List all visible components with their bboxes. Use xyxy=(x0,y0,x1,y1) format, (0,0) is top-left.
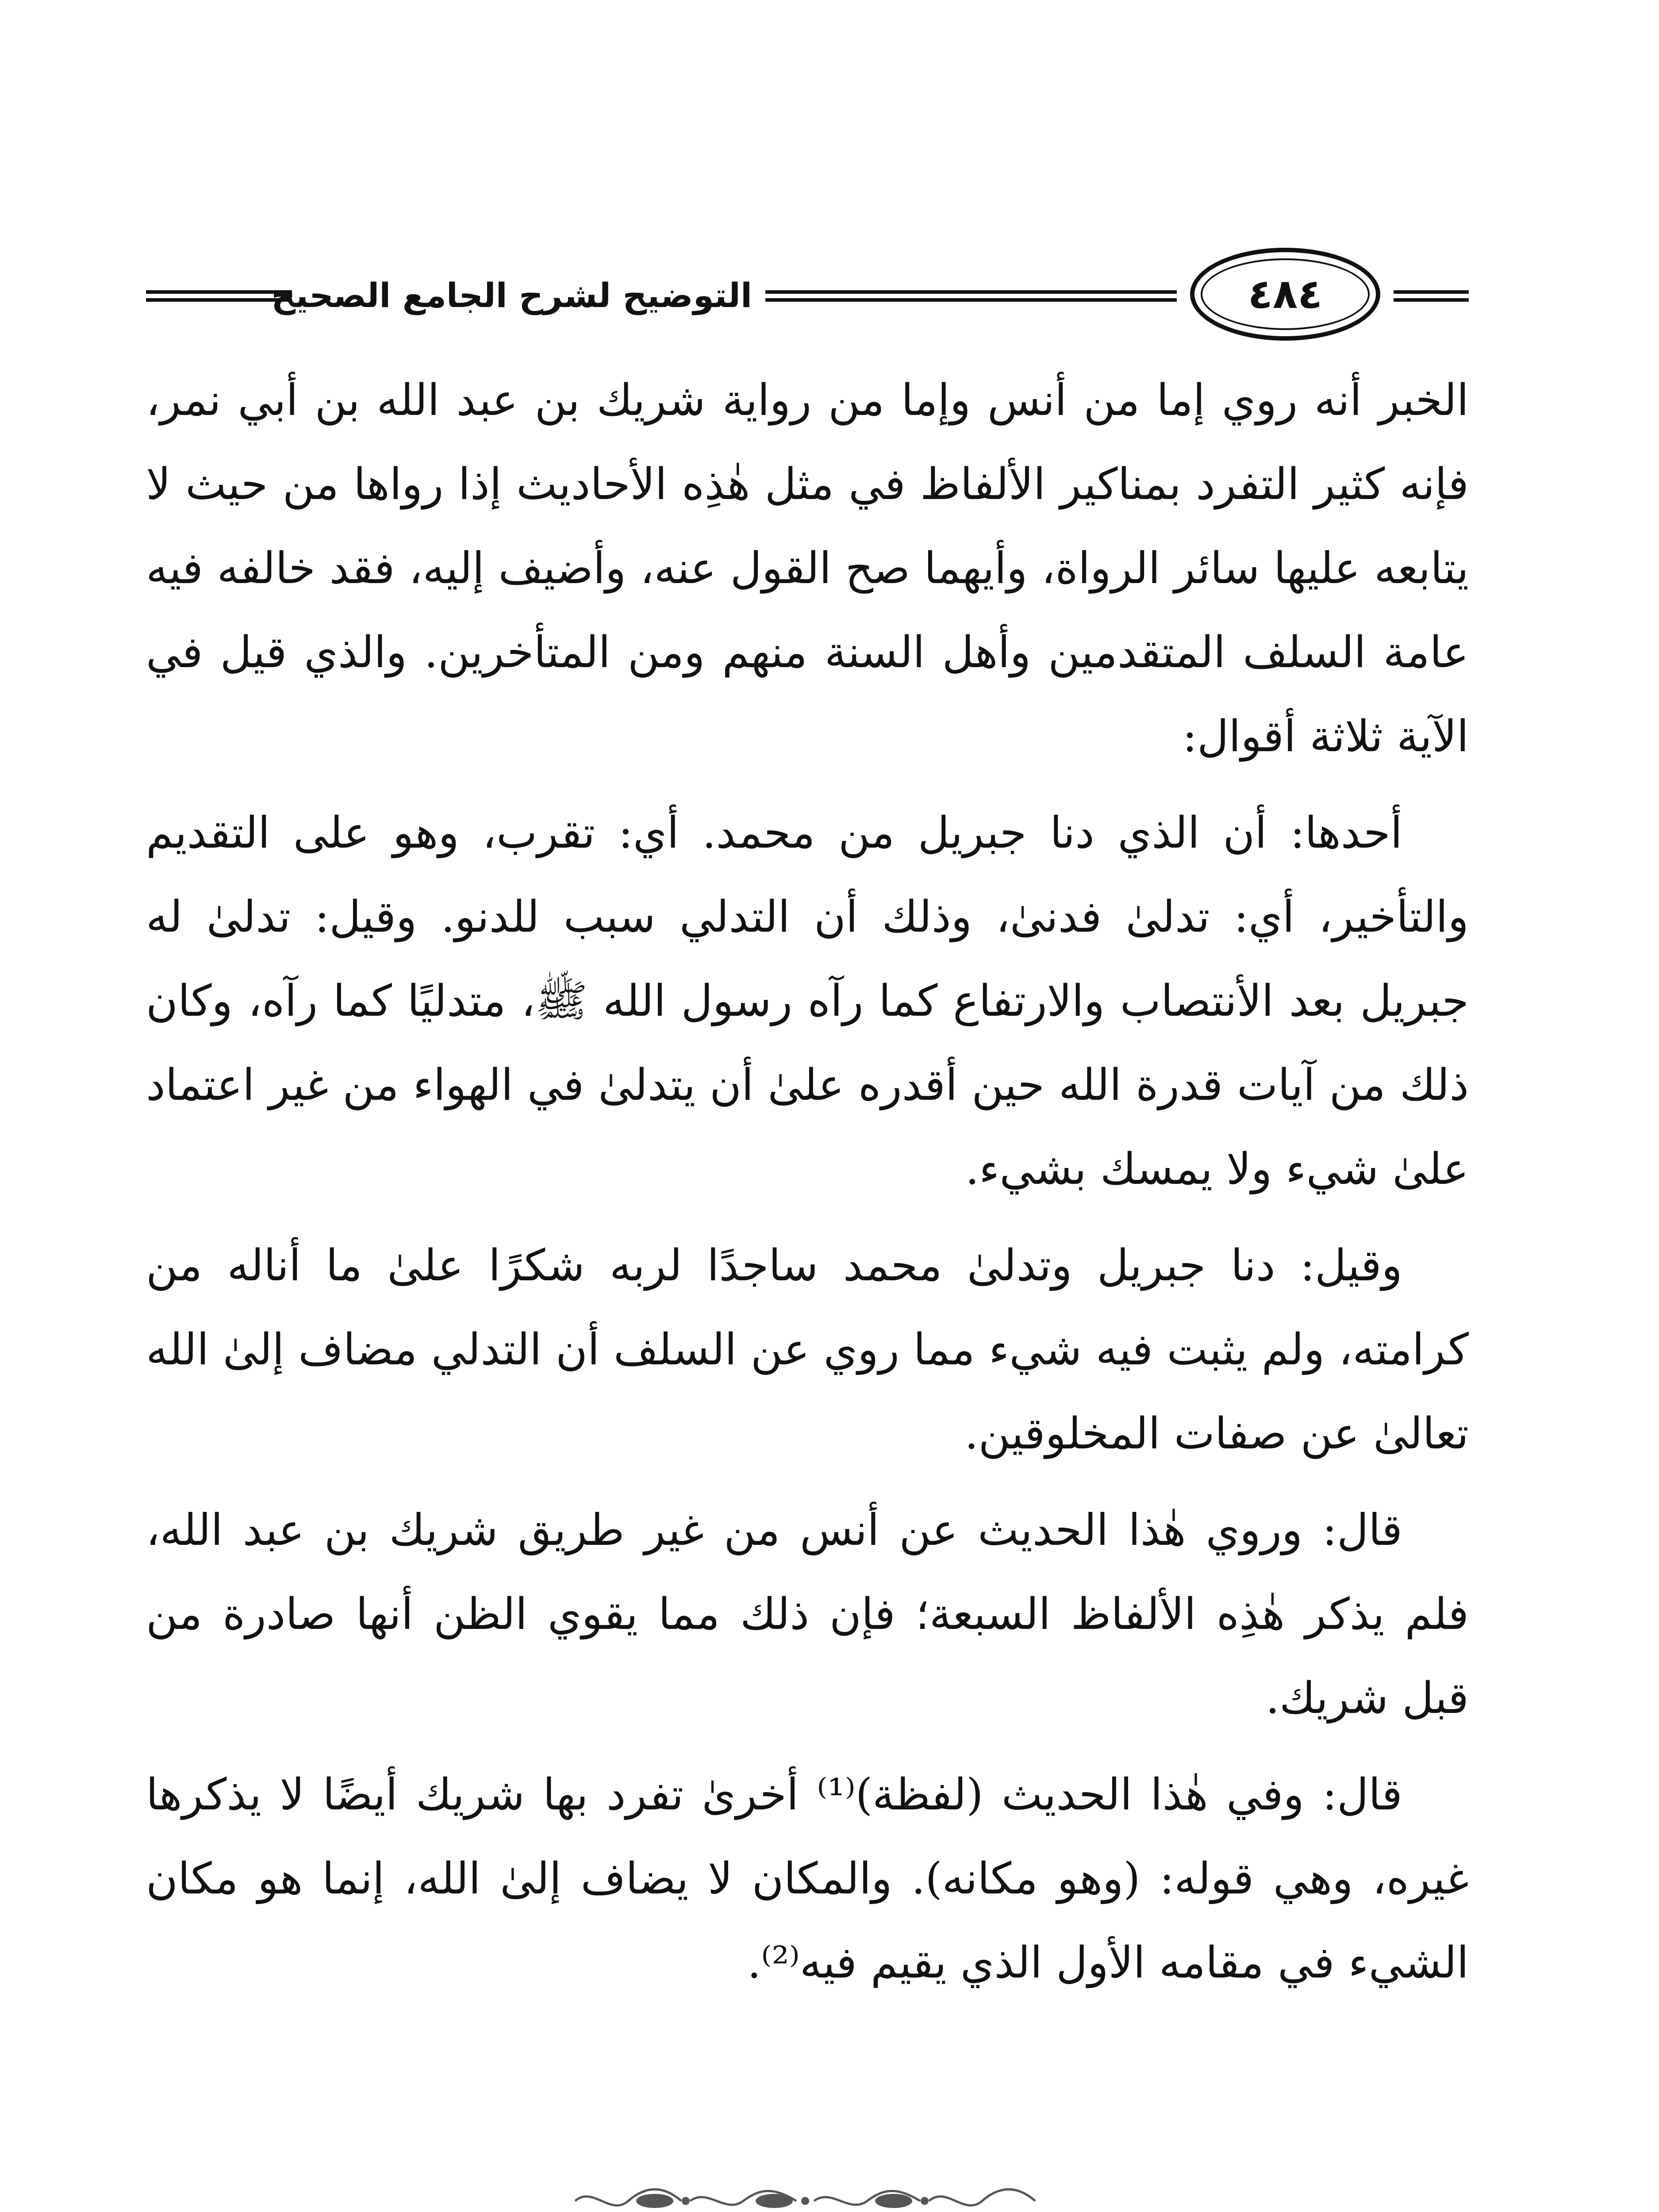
page-number: ٤٨٤ xyxy=(1248,270,1323,318)
header-rule-left xyxy=(146,290,292,302)
paragraph: قال: وروي هٰذا الحديث عن أنس من غير طريق شريك بن عبد الله، فلم يذكر هٰذِه الألفاظ السبعة؛ فإن ذلك مما يقوي الظن أنها صادرة من قبل شريك. xyxy=(146,1505,1469,1724)
running-header xyxy=(146,248,1469,345)
page-number-badge xyxy=(1190,248,1380,341)
header-rule-right xyxy=(1394,290,1469,302)
header-rule-middle xyxy=(765,290,1177,302)
paragraph: قال: وفي هٰذا الحديث (لفظة)⁽¹⁾ أخرىٰ تفرد بها شريك أيضًا لا يذكرها غيره، وهي قوله: (وهو مكانه). والمكان لا يضاف إلىٰ الله، إنما هو مكان الشيء في مقامه الأول الذي يقيم فيه⁽²⁾. xyxy=(146,1770,1469,1988)
paragraph: الخبر أنه روي إما من أنس وإما من رواية شريك بن عبد الله بن أبي نمر، فإنه كثير التفرد بمناكير الألفاظ في مثل هٰذِه الأحاديث إذا رواها من حيث لا يتابعه عليها سائر الرواة، وأيهما صح القول عنه، وأضيف إليه، فقد خالفه فيه عامة السلف المتقدمين وأهل السنة منهم ومن المتأخرين. والذي قيل في الآية ثلاثة أقوال: xyxy=(146,375,1469,762)
ornament-divider-icon xyxy=(566,2181,1044,2212)
running-title: التوضيح لشرح الجامع الصحيح xyxy=(271,276,752,315)
paragraph: وقيل: دنا جبريل وتدلىٰ محمد ساجدًا لربه شكرًا علىٰ ما أناله من كرامته، ولم يثبت فيه شيء مما روي عن السلف أن التدلي مضاف إلىٰ الله تعالىٰ عن صفات المخلوقين. xyxy=(146,1240,1469,1459)
main-text xyxy=(146,358,1469,2017)
paragraph: أحدها: أن الذي دنا جبريل من محمد. أي: تقرب، وهو على التقديم والتأخير، أي: تدلىٰ فدنىٰ، وذلك أن التدلي سبب للدنو. وقيل: تدلىٰ له جبريل بعد الأنتصاب والارتفاع كما رآه رسول الله ﷺ، متدليًا كما رآه، وكان ذلك من آيات قدرة الله حين أقدره علىٰ أن يتدلىٰ في الهواء من غير اعتماد علىٰ شيء ولا يمسك بشيء. xyxy=(146,808,1469,1194)
